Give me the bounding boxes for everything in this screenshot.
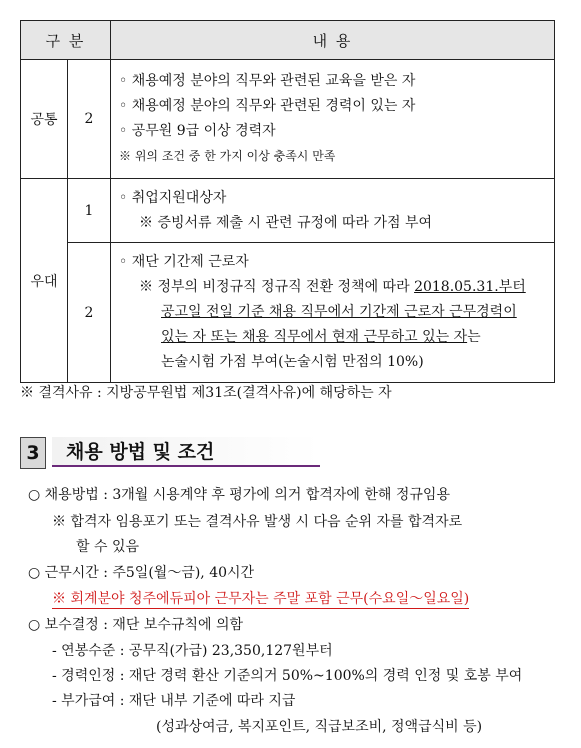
pay-item-extra: - 부가급여 : 재단 내부 기준에 따라 지급 <box>52 693 296 709</box>
pref2-item: ◦ 재단 기간제 근로자 <box>119 254 249 270</box>
table-row-common <box>21 60 555 179</box>
pay-item-salary: - 연봉수준 : 공무직(가급) 23,350,127원부터 <box>52 643 333 659</box>
disqualification-footnote: ※ 결격사유 : 지방공무원법 제31조(결격사유)에 해당하는 자 <box>20 385 392 401</box>
pref1-item: ◦ 취업지원대상자 <box>119 189 227 206</box>
pay-decision: ○ 보수결정 : 재단 보수규칙에 의함 <box>28 617 243 633</box>
common-label: 공통 <box>21 60 68 179</box>
pref2-points: 2 <box>68 243 111 383</box>
pay-item-career: - 경력인정 : 재단 경력 환산 기준의거 50%~100%의 경력 인정 및 호봉 부여 <box>52 668 523 684</box>
pref2-note-line3a: 있는 자 또는 <box>161 329 242 345</box>
table-row-pref-2 <box>21 243 555 383</box>
pref2-content <box>111 243 555 383</box>
pref2-note-prefix: ※ 정부의 비정규직 정규직 전환 정책에 따라 <box>139 279 415 295</box>
qualification-table <box>20 20 555 383</box>
pref1-points: 1 <box>68 179 111 243</box>
preference-label: 우대 <box>21 179 68 383</box>
pref1-content <box>111 179 555 243</box>
working-hours-note: ※ 회계분야 청주에듀피아 근무자는 주말 포함 근무(수요일～일요일) <box>52 588 469 609</box>
pref2-note-line3c: 는 <box>467 329 481 345</box>
pref2-note-line4: 논술시험 가점 부여(논술시험 만점의 10%) <box>161 354 424 370</box>
common-points: 2 <box>68 60 111 179</box>
section-title: 채용 방법 및 조건 <box>52 437 320 467</box>
hiring-method-note-1: ※ 합격자 임용포기 또는 결격사유 발생 시 다음 순위 자를 합격자로 <box>52 514 463 530</box>
pref2-note-line3b: 채용 직무에서 현재 근무하고 있는 자 <box>241 329 468 345</box>
common-item-3: ◦ 공무원 9급 이상 경력자 <box>119 123 276 139</box>
pref2-note-line2: 공고일 전일 기준 채용 직무에서 기간제 근로자 근무경력이 <box>161 304 517 320</box>
common-item-2: ◦ 채용예정 분야의 직무와 관련된 경력이 있는 자 <box>119 98 416 114</box>
section-number: 3 <box>20 437 46 469</box>
header-category: 구 분 <box>21 21 111 60</box>
header-content: 내 용 <box>111 21 555 60</box>
hiring-method: ○ 채용방법 : 3개월 시용계약 후 평가에 의거 합격자에 한해 정규임용 <box>28 487 450 503</box>
table-header-row <box>21 21 555 60</box>
pref2-note-date: 2018.05.31.부터 <box>414 279 526 295</box>
pref2-note-line1 <box>119 275 554 300</box>
table-row-pref-1 <box>21 179 555 243</box>
common-note: ※ 위의 조건 중 한 가지 이상 충족시 만족 <box>119 149 336 163</box>
pref2-note-line3 <box>119 325 554 350</box>
pref1-note: ※ 증빙서류 제출 시 관련 규정에 따라 가점 부여 <box>139 214 433 231</box>
hiring-method-note-2: 할 수 있음 <box>76 539 139 555</box>
working-hours: ○ 근무시간 : 주5일(월～금), 40시간 <box>28 565 255 581</box>
pay-extra-detail: (성과상여금, 복지포인트, 직급보조비, 정액급식비 등) <box>156 719 483 735</box>
common-content <box>111 60 555 179</box>
common-item-1: ◦ 채용예정 분야의 직무와 관련된 교육을 받은 자 <box>119 73 416 89</box>
